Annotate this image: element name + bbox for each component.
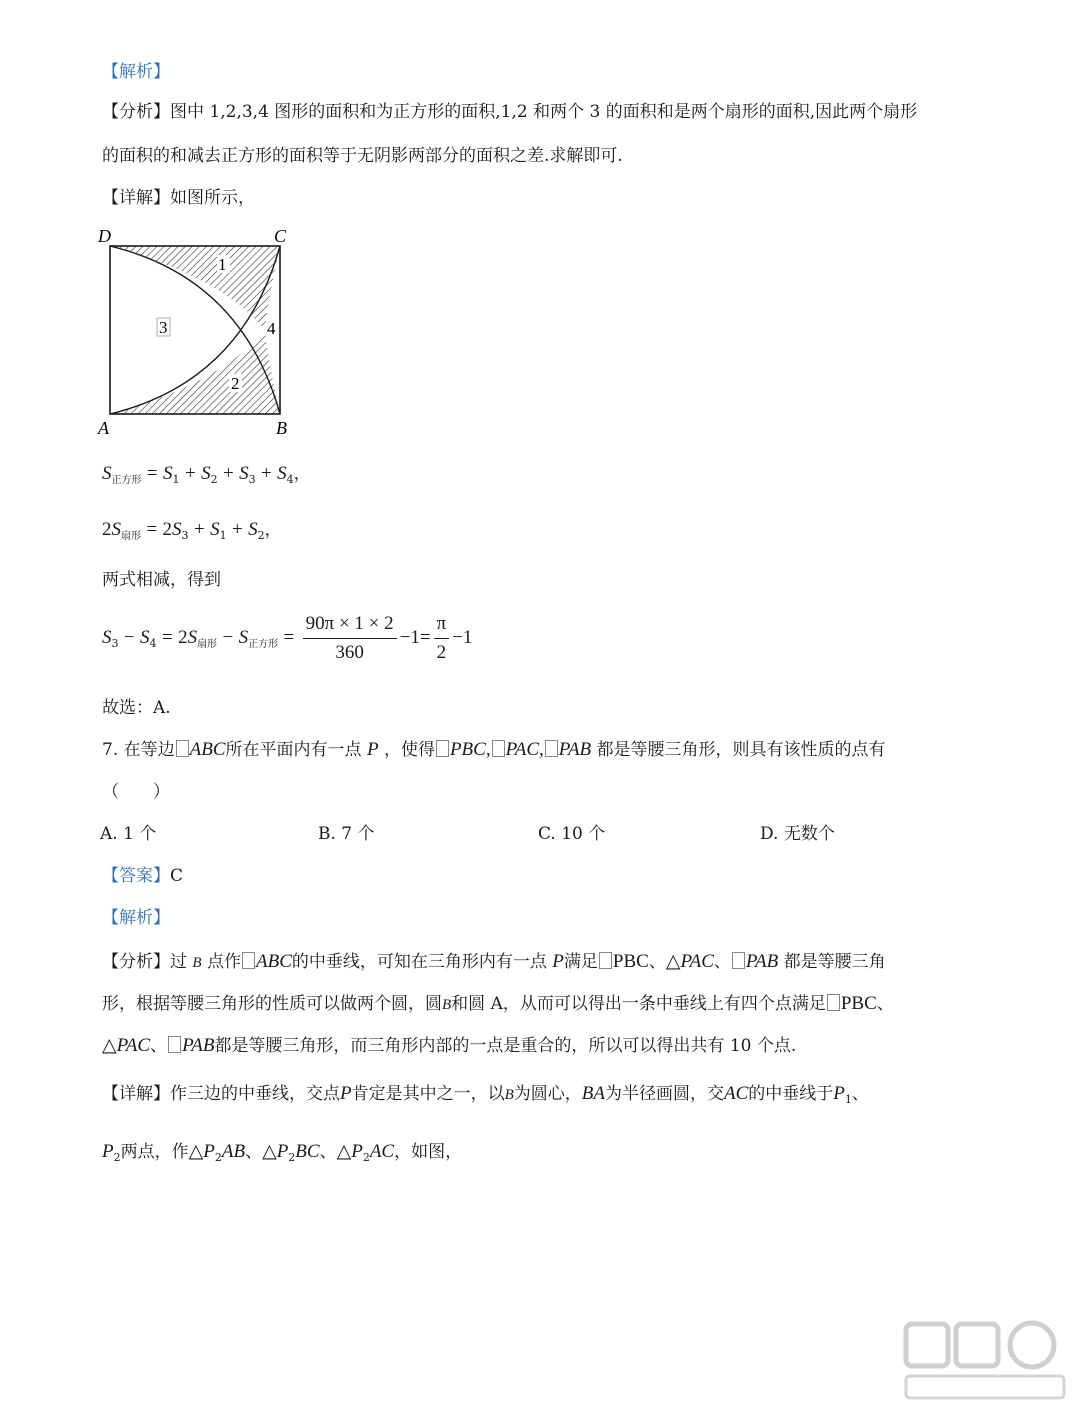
fenxi-text-l2: 的面积的和减去正方形的面积等于无阴影两部分的面积之差.求解即可. [102,146,623,166]
option-a[interactable]: A. 1 个 [100,824,157,844]
fenxi-text-l1: 图中 1,2,3,4 图形的面积和为正方形的面积,1,2 和两个 3 的面积和是两个扇形的面积,因此两个扇形 [170,102,918,122]
fenxi-paragraph-1 [102,100,917,124]
fraction-pi-half: $\frac{\pi}{2}$ [434,612,450,665]
xiangjie-text: 如图所示， [170,188,255,208]
fenxi-q7-l1: 【分析】过 B 点作 ABC的中垂线，可知在三角形内有一点 P满足 PBC、△PAC、 PAB 都是等腰三角 [102,951,886,972]
option-c[interactable]: C. 10 个 [538,824,606,844]
xiangjie-paragraph-1 [102,186,255,210]
fenxi-tag: 【分析】 [102,102,170,122]
equation-difference: $S_3 - S_4 = 2S_{扇形} - S_{正方形}$ = $\frac{90\pi \times 1 \times 2}{360}$ −1= $\frac{\pi}{2}$ −1 [102,613,473,663]
equation-sector-area: $2S_{扇形} = 2S_3 + S_1 + S_2$， [102,519,282,542]
jiexi-heading-2: 【解析】 [102,908,170,928]
square-sector-figure [96,222,301,440]
subtract-text: 两式相减，得到 [102,570,221,590]
fraction-sector: $\frac{90\pi \times 1 \times 2}{360}$ [303,612,397,665]
region-label-2: 2 [231,374,240,393]
xiangjie-q7-l1: 【详解】作三边的中垂线，交点P肯定是其中之一，以B为圆心，BA为半径画圆，交AC的中垂线于$P_1$、 [102,1083,869,1106]
label-D: D [98,226,111,246]
triangle-symbol-box [545,740,558,757]
region-label-4: 4 [267,319,276,338]
xiangjie-q7-l2: $P_2$两点，作$\triangle P_2AB$、$\triangle P_2BC$、$\triangle P_2AC$，如图， [102,1141,463,1164]
region-label-1: 1 [218,255,227,274]
equation-square-area: $S_{正方形} = S_1 + S_2 + S_3 + S_4$， [102,463,311,486]
question-7-stem: 7. 在等边 ABC所在平面内有一点 P ，使得 PBC, PAC, PAB 都是等腰三角形，则具有该性质的点有 [102,739,886,760]
region-label-3: 3 [159,318,168,337]
question-7-paren: （ ） [102,782,170,802]
triangle-symbol-box [436,740,449,757]
watermark-logo [900,1318,1070,1404]
jiexi-heading-1: 【解析】 [102,62,170,82]
xiangjie-tag: 【详解】 [102,188,170,208]
fenxi-q7-l2: 形，根据等腰三角形的性质可以做两个圆，圆B和圆 A，从而可以得出一条中垂线上有四个点满足 PBC、 [102,993,894,1014]
fenxi-q7-l3: △PAC、 PAB都是等腰三角形，而三角形内部的一点是重合的，所以可以得出共有 10 个点. [102,1035,797,1056]
option-d[interactable]: D. 无数个 [760,824,835,844]
triangle-symbol-box [176,740,189,757]
shaded-region-1 [110,246,280,330]
answer-line: 【答案】C [102,866,184,886]
option-b[interactable]: B. 7 个 [318,824,375,844]
triangle-symbol-box [492,740,505,757]
guxuan-text: 故选：A. [102,698,171,718]
label-C: C [274,226,287,246]
label-B: B [276,418,287,438]
label-A: A [98,418,109,438]
shaded-region-2 [110,330,280,414]
